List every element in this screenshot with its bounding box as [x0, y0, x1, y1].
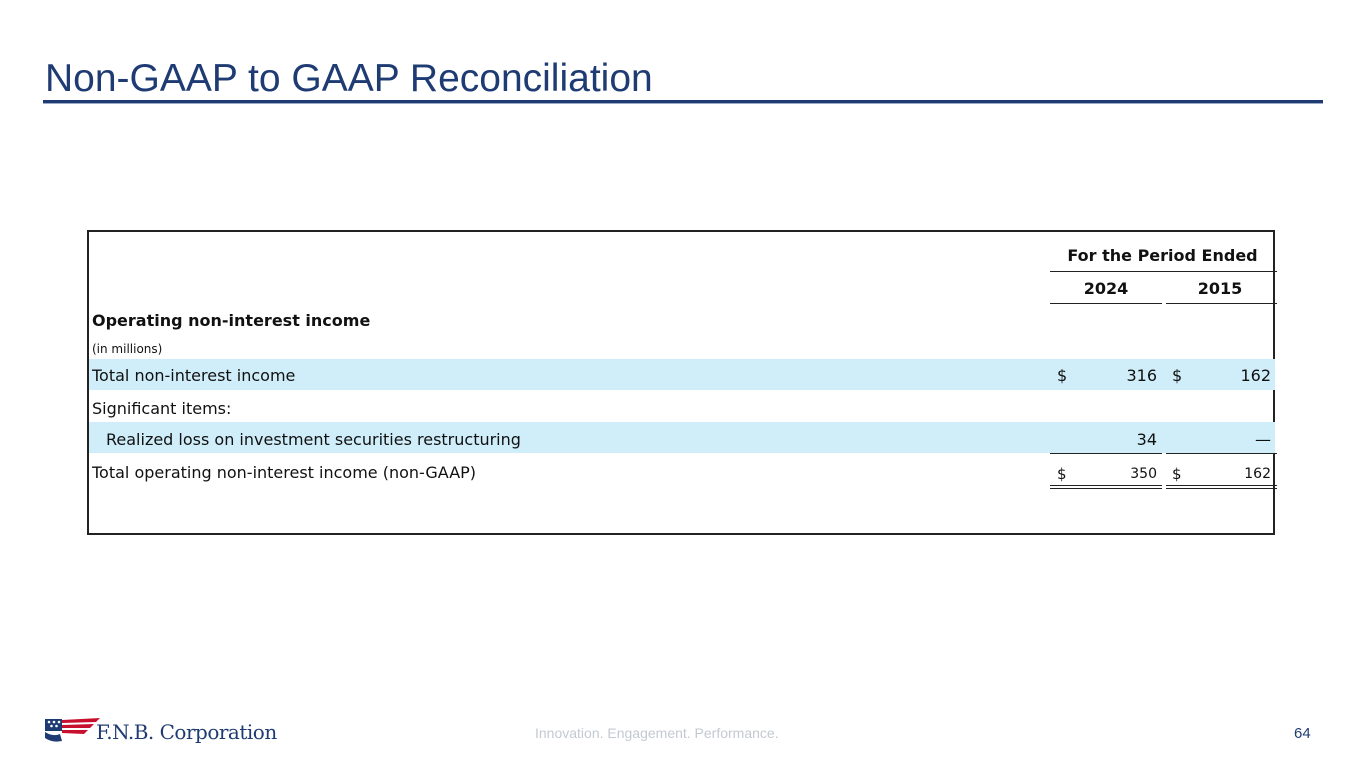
- value-total-operating-2015: 162: [1244, 466, 1271, 482]
- value-realized-loss-2015: —: [1255, 430, 1271, 449]
- row-label-realized-loss: Realized loss on investment securities restructuring: [106, 430, 521, 449]
- column-header-2024: 2024: [1083, 279, 1129, 298]
- logo-text: F.N.B. Corporation: [96, 720, 277, 744]
- currency-symbol: $: [1172, 465, 1182, 483]
- section-title: Operating non-interest income: [92, 311, 371, 330]
- currency-symbol: $: [1057, 465, 1067, 483]
- subtotal-rule-2024: [1050, 453, 1162, 454]
- slide-title: Non-GAAP to GAAP Reconciliation: [45, 57, 653, 100]
- row-label-total-operating-non-interest-income: Total operating non-interest income (non-GAAP): [92, 463, 477, 482]
- flag-logo-icon: [44, 717, 102, 743]
- total-double-rule-2015: [1166, 488, 1277, 489]
- total-double-rule-2015: [1166, 485, 1277, 486]
- period-header-rule: [1050, 271, 1277, 272]
- value-total-non-interest-income-2015: 162: [1240, 366, 1271, 385]
- column-rule-2015: [1166, 303, 1277, 304]
- currency-symbol: $: [1057, 366, 1068, 385]
- units-note: (in millions): [92, 342, 163, 356]
- column-header-2015: 2015: [1197, 279, 1243, 298]
- company-logo: [44, 717, 277, 747]
- column-rule-2024: [1050, 303, 1162, 304]
- row-label-significant-items: Significant items:: [92, 399, 232, 418]
- total-double-rule-2024: [1050, 485, 1162, 486]
- value-realized-loss-2024: 34: [1136, 430, 1157, 449]
- value-total-operating-2024: 350: [1130, 466, 1157, 482]
- page-number: 64: [1294, 725, 1311, 742]
- subtotal-rule-2015: [1166, 453, 1277, 454]
- currency-symbol: $: [1172, 366, 1183, 385]
- period-header: For the Period Ended: [1067, 246, 1258, 265]
- title-divider: [43, 100, 1323, 103]
- row-label-total-non-interest-income: Total non-interest income: [92, 366, 296, 385]
- reconciliation-table: [87, 230, 1275, 535]
- footer-tagline: Innovation. Engagement. Performance.: [535, 725, 779, 741]
- total-double-rule-2024: [1050, 488, 1162, 489]
- value-total-non-interest-income-2024: 316: [1126, 366, 1157, 385]
